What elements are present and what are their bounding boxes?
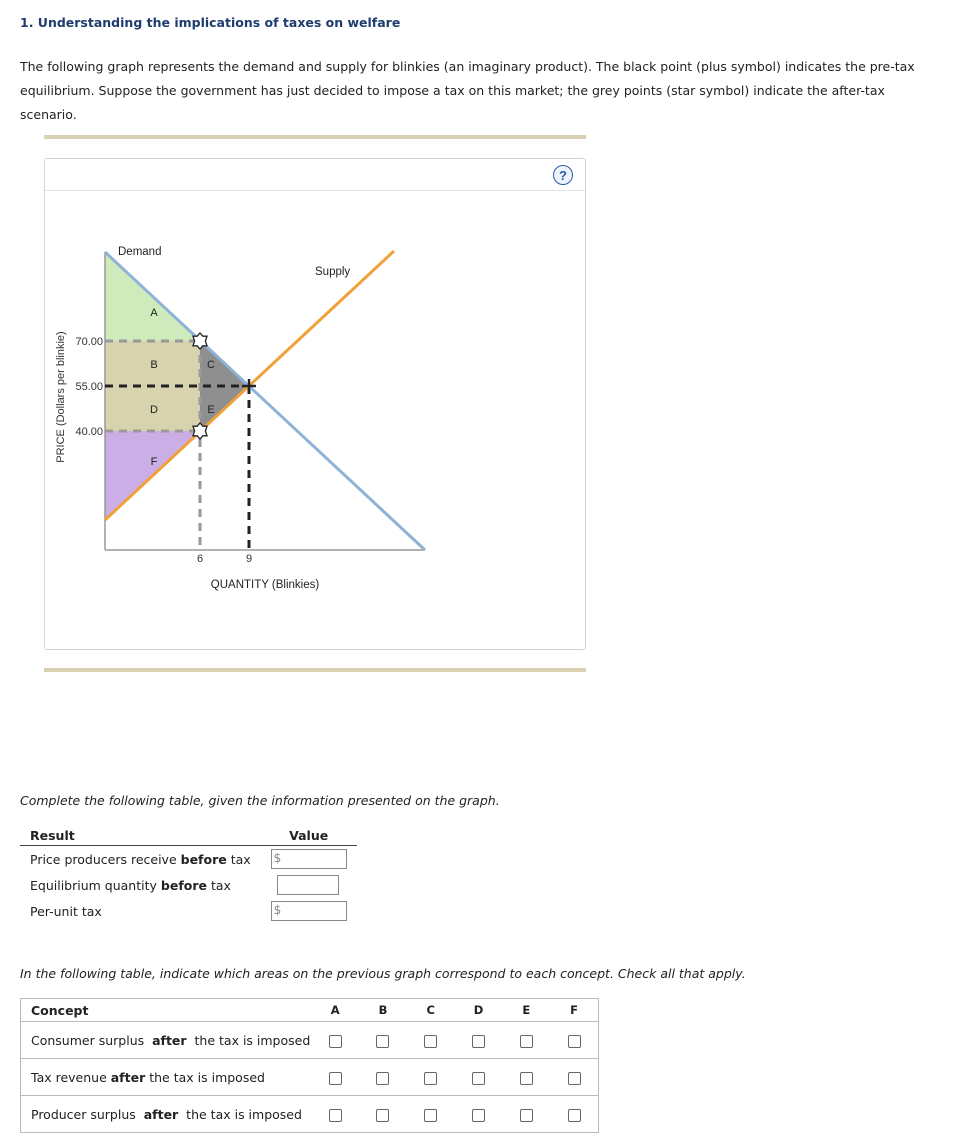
price-before-tax-input[interactable]: [271, 849, 347, 869]
results-table: [20, 826, 357, 924]
checkbox-consumer-surplus-d[interactable]: [472, 1035, 485, 1048]
table-row: [20, 898, 357, 924]
checkbox-consumer-surplus-f[interactable]: [568, 1035, 581, 1048]
quantity-before-tax-field[interactable]: [278, 876, 338, 894]
y-axis-label: PRICE (Dollars per blinkie): [55, 331, 67, 463]
table-row: [20, 846, 357, 873]
checkbox-tax-revenue-c[interactable]: [424, 1072, 437, 1085]
checkbox-consumer-surplus-c[interactable]: [424, 1035, 437, 1048]
col-a-header: A: [311, 999, 359, 1022]
per-unit-tax-input[interactable]: [271, 901, 347, 921]
price-before-tax-field[interactable]: [272, 850, 346, 868]
col-b-header: B: [359, 999, 407, 1022]
graph-panel: [44, 158, 586, 650]
table-row: [21, 1096, 599, 1133]
area-label-d: D: [150, 404, 158, 416]
checkbox-consumer-surplus-a[interactable]: [329, 1035, 342, 1048]
table2-instruction: In the following table, indicate which areas on the previous graph correspond to each concept. Check all that apply.: [20, 966, 746, 981]
checkbox-tax-revenue-a[interactable]: [329, 1072, 342, 1085]
area-label-e: E: [207, 404, 215, 416]
checkbox-producer-surplus-d[interactable]: [472, 1109, 485, 1122]
price-tick-55: 55.00: [75, 381, 103, 393]
area-label-f: F: [150, 456, 158, 468]
area-label-b: B: [150, 359, 158, 371]
result-label-price-before-tax: Price producers receive before tax: [30, 851, 251, 867]
quantity-tick-9: 9: [245, 553, 253, 565]
dollar-sign: $: [273, 851, 282, 865]
table-row: [21, 1022, 599, 1059]
supply-demand-graph: [45, 159, 585, 649]
checkbox-tax-revenue-d[interactable]: [472, 1072, 485, 1085]
demand-label: Demand: [118, 246, 162, 258]
price-tick-70: 70.00: [75, 336, 103, 348]
checkbox-tax-revenue-b[interactable]: [376, 1072, 389, 1085]
checkbox-consumer-surplus-e[interactable]: [520, 1035, 533, 1048]
col-f-header: F: [550, 999, 598, 1022]
area-label-a: A: [150, 307, 158, 319]
col-d-header: D: [455, 999, 503, 1022]
table-row: [21, 1059, 599, 1096]
result-label-per-unit-tax: Per-unit tax: [30, 903, 102, 919]
concept-tax-revenue: Tax revenue after the tax is imposed: [21, 1059, 312, 1096]
x-axis-label: QUANTITY (Blinkies): [210, 579, 320, 591]
checkbox-producer-surplus-c[interactable]: [424, 1109, 437, 1122]
bottom-divider: [44, 668, 586, 672]
table-row: [20, 872, 357, 898]
checkbox-tax-revenue-e[interactable]: [520, 1072, 533, 1085]
col-value-header: Value: [261, 826, 357, 846]
question-intro: The following graph represents the demand and supply for blinkies (an imaginary product). The black point (plus symbol) indicates the pre-tax equilibrium. Suppose the government has just decided to impose a tax on this market; the grey points (star symbol) indicate the after-tax scenario.: [20, 59, 915, 122]
checkbox-producer-surplus-b[interactable]: [376, 1109, 389, 1122]
col-result-header: Result: [20, 826, 261, 846]
help-icon[interactable]: ?: [553, 165, 573, 185]
quantity-before-tax-input[interactable]: [277, 875, 339, 895]
price-tick-40: 40.00: [75, 426, 103, 438]
quantity-tick-6: 6: [196, 553, 204, 565]
col-concept-header: Concept: [21, 999, 312, 1022]
dollar-sign: $: [273, 903, 282, 917]
per-unit-tax-field[interactable]: [272, 902, 346, 920]
checkbox-producer-surplus-e[interactable]: [520, 1109, 533, 1122]
concept-table: [20, 998, 599, 1133]
table1-instruction: Complete the following table, given the information presented on the graph.: [20, 793, 500, 808]
supply-label: Supply: [315, 266, 351, 278]
top-divider: [44, 135, 586, 139]
col-e-header: E: [502, 999, 550, 1022]
checkbox-producer-surplus-a[interactable]: [329, 1109, 342, 1122]
checkbox-consumer-surplus-b[interactable]: [376, 1035, 389, 1048]
result-label-quantity-before-tax: Equilibrium quantity before tax: [30, 877, 231, 893]
area-label-c: C: [207, 359, 215, 371]
question-title: 1. Understanding the implications of taxes on welfare: [20, 15, 401, 30]
concept-consumer-surplus: Consumer surplus after the tax is imposed: [21, 1022, 312, 1059]
checkbox-producer-surplus-f[interactable]: [568, 1109, 581, 1122]
checkbox-tax-revenue-f[interactable]: [568, 1072, 581, 1085]
concept-producer-surplus: Producer surplus after the tax is imposed: [21, 1096, 312, 1133]
col-c-header: C: [407, 999, 455, 1022]
